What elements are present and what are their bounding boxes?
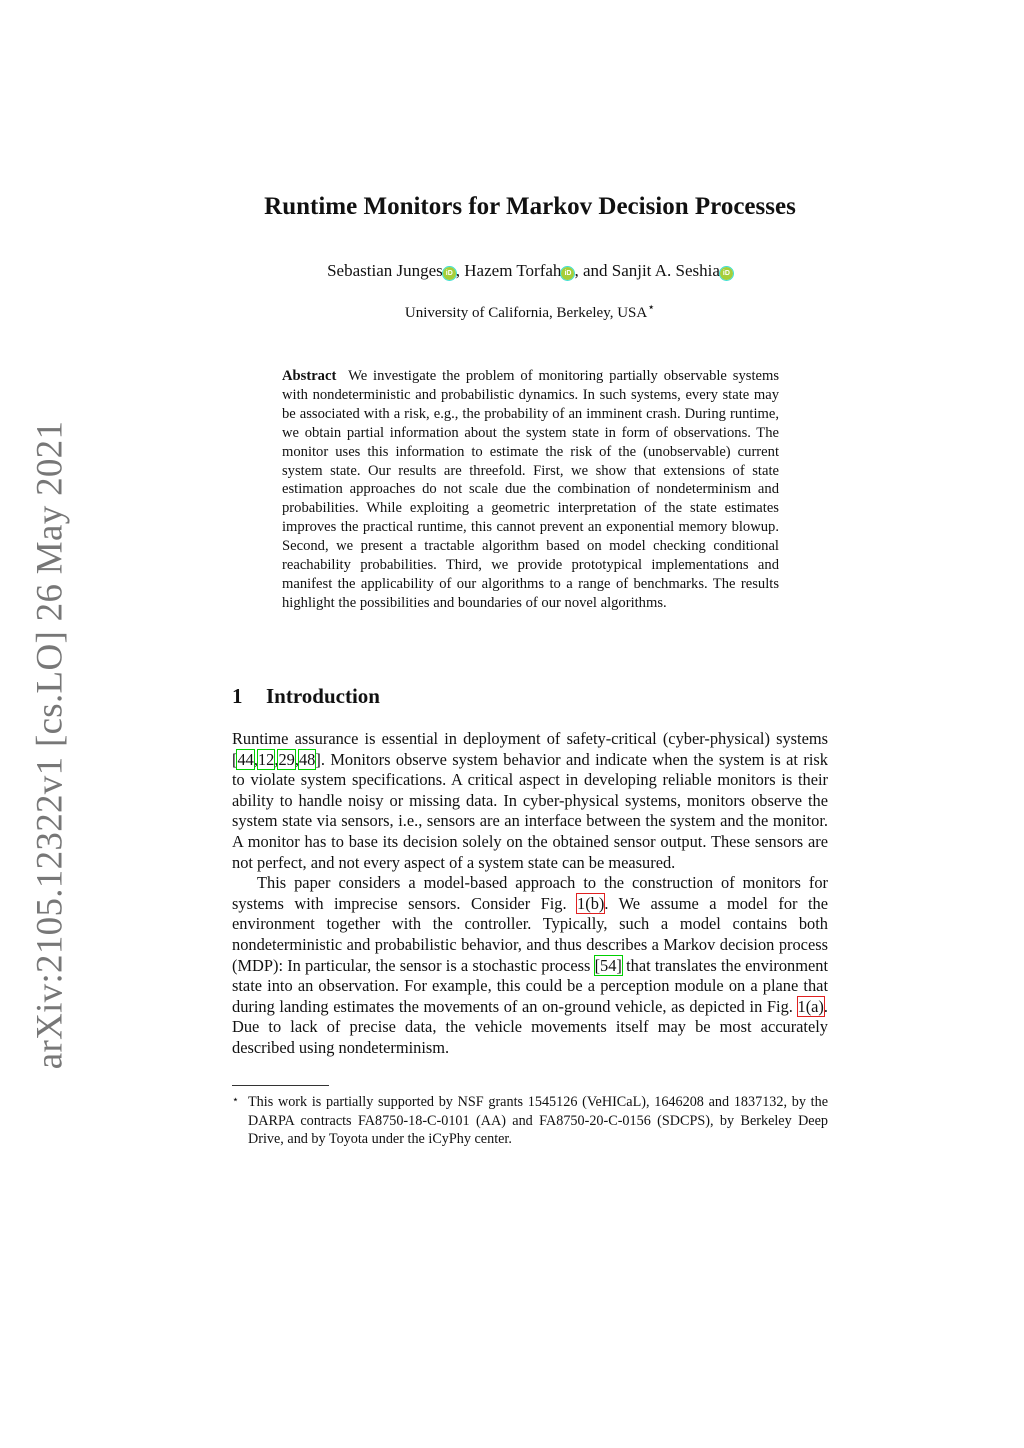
- paragraph-text: that translates the environment state into an observation. For example, this could be a perception module on a plane that during landing estimates the movements of an on-ground vehicle, as depicted in Fig.: [232, 955, 829, 1016]
- affiliation-footnote-mark: ⋆: [647, 300, 656, 314]
- affiliation-text: University of California, Berkeley, USA: [404, 305, 648, 321]
- author-name: Hazem Torfah: [464, 261, 562, 280]
- footnote: [232, 1091, 828, 1149]
- abstract-text: We investigate the problem of monitoring partially observable systems with nondeterministic and probabilistic dynamics. In such systems, every state may be associated with a risk, e.g., the probability of an imminent crash. During runtime, we obtain partial information about the system state in form of observations. The monitor uses this information to estimate the risk of the (unobservable) current system state. Our results are threefold. First, we show that extensions of state estimation approaches do not scale due the combination of nondeterminism and probabilities. While exploiting a geometric interpretation of the state estimates improves the practical runtime, this cannot prevent an exponential memory blowup. Second, we present a tractable algorithm based on model checking conditional reachability probabilities. Third, we provide prototypical implementations and manifest the applicability of our algorithms to a range of benchmarks. The results highlight the possibilities and boundaries of our novel algorithms.: [282, 368, 780, 611]
- figure-reference-link[interactable]: 1(b): [577, 893, 605, 913]
- orcid-icon[interactable]: iD: [561, 267, 574, 280]
- paper-title: Runtime Monitors for Markov Decision Processes: [264, 193, 796, 220]
- arxiv-stamp: arXiv:2105.12322v1 [cs.LO] 26 May 2021: [29, 420, 71, 1070]
- paragraph-text: . We assume a model for the environment together with the controller. Typically, such a model contains both nondeterministic and probabilistic behavior, and thus describes a Markov decision process (MDP): In particular, the sensor is a stochastic process: [232, 893, 828, 975]
- affiliation: [0, 299, 1024, 322]
- author-name: Sanjit A. Seshia: [611, 261, 720, 280]
- section-heading: [232, 684, 380, 709]
- paragraph-text: This paper considers a model-based approach to the construction of monitors for systems with imprecise sensors. Consider Fig.: [232, 873, 828, 913]
- citation-link[interactable]: 44: [237, 749, 254, 769]
- abstract: [282, 367, 779, 613]
- citation-link[interactable]: 29: [278, 749, 295, 769]
- abstract-label: Abstract: [282, 368, 337, 384]
- paragraph-text: . Due to lack of precise data, the vehicle movements itself may be most accurately described using nondeterminism.: [232, 996, 828, 1057]
- figure-reference-link[interactable]: 1(a): [797, 996, 824, 1016]
- citation-link[interactable]: 48: [298, 749, 316, 769]
- section-number: 1: [232, 684, 243, 708]
- citation-link[interactable]: 12: [257, 749, 275, 769]
- author-name: Sebastian Junges: [327, 261, 443, 280]
- author-list: [0, 261, 1024, 281]
- orcid-icon[interactable]: iD: [443, 267, 456, 280]
- body-text: [232, 729, 828, 1059]
- citation-close: ]: [315, 749, 321, 769]
- citation-link[interactable]: [54]: [594, 955, 622, 975]
- paragraph: Runtime assurance is essential in deployment of safety-critical (cyber-physical) systems [44,12,29,48]. Monitors observe system behavior and indicate when the system is at risk to violate system specifications. A critical aspect in developing reliable monitors is their ability to handle noisy or missing data. In cyber-physical systems, monitors observe the system state via sensors, i.e., sensors are an interface between the system and the monitor. A monitor has to base its decision solely on the obtained sensor output. These sensors are not perfect, and not every aspect of a system state can be measured.: [232, 729, 828, 872]
- paragraph-text: . Monitors observe system behavior and indicate when the system is at risk to violate system specifications. A critical aspect in developing reliable monitors is their ability to handle noisy or missing data. In cyber-physical systems, monitors observe the system state via sensors, i.e., sensors are an interface between the system and the monitor. A monitor has to base its decision solely on the obtained sensor output. These sensors are not perfect, and not every aspect of a system state can be measured.: [232, 749, 828, 872]
- author-separator: , and: [574, 261, 612, 280]
- citation-open: [: [232, 749, 238, 769]
- footnote-mark: ⋆: [232, 1094, 239, 1106]
- section-title: Introduction: [266, 684, 380, 708]
- footnote-text: This work is partially supported by NSF grants 1545126 (VeHICaL), 1646208 and 1837132, by the DARPA contracts FA8750-18-C-0101 (AA) and FA8750-20-C-0156 (SDCPS), by Berkeley Deep Drive, and by Toyota under the iCyPhy center.: [248, 1094, 828, 1147]
- footnote-divider: [232, 1085, 329, 1086]
- paragraph: [232, 873, 828, 1058]
- author-separator: ,: [455, 261, 465, 280]
- orcid-icon[interactable]: iD: [720, 267, 733, 280]
- paragraph-text: Runtime assurance is essential in deployment of safety-critical (cyber-physical) systems: [232, 729, 828, 748]
